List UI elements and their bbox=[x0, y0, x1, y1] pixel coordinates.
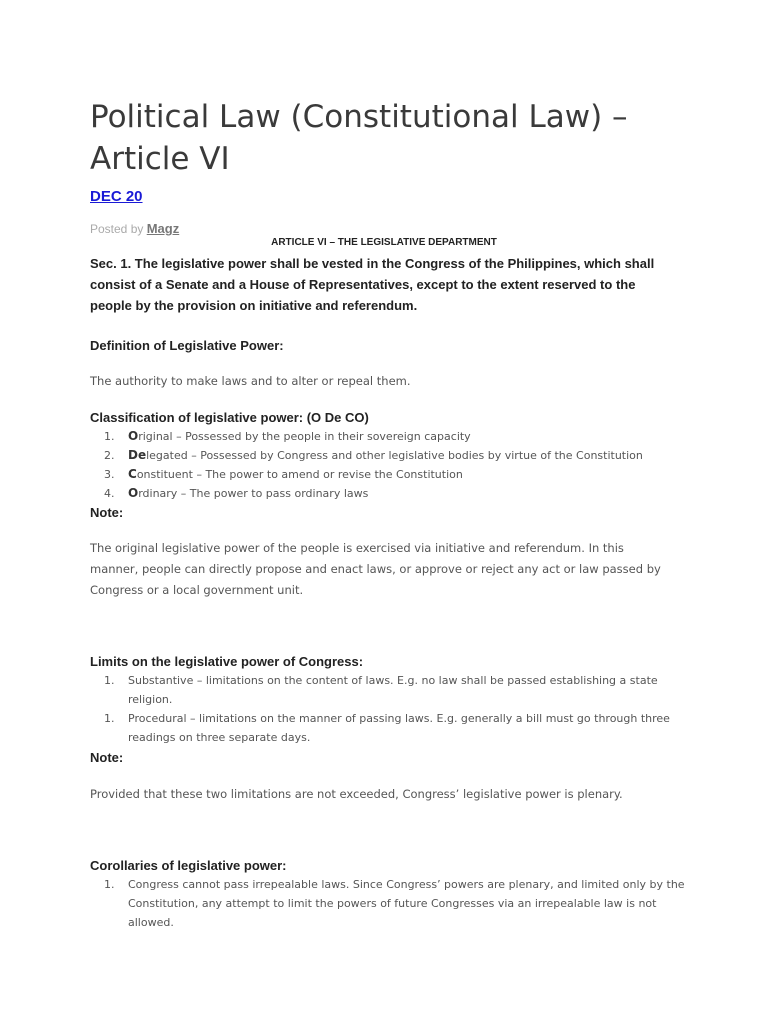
definition-text: The authority to make laws and to alter or repeal them. bbox=[90, 374, 411, 388]
list-number: 4. bbox=[104, 487, 115, 500]
list-text: Procedural – limitations on the manner of passing laws. E.g. generally a bill must go through three readings on three separate days. bbox=[128, 712, 670, 744]
list-text: riginal – Possessed by the people in their sovereign capacity bbox=[138, 430, 471, 443]
list-item bbox=[90, 446, 690, 465]
posted-by-label: Posted by bbox=[90, 222, 144, 236]
list-text: onstituent – The power to amend or revise the Constitution bbox=[136, 468, 463, 481]
list-text: Congress cannot pass irrepealable laws. Since Congress’ powers are plenary, and limited only by the Constitution, any attempt to limit the powers of future Congresses via an irrepealable law is not allowed. bbox=[128, 878, 685, 929]
list-text: legated – Possessed by Congress and other legislative bodies by virtue of the Constitution bbox=[146, 449, 643, 462]
classification-list bbox=[90, 427, 690, 503]
classification-heading: Classification of legislative power: (O De CO) bbox=[90, 410, 369, 425]
list-item bbox=[90, 484, 690, 503]
post-date-link[interactable]: DEC 20 bbox=[90, 188, 143, 205]
limits-heading: Limits on the legislative power of Congress: bbox=[90, 654, 364, 669]
classification-note-label: Note: bbox=[90, 505, 124, 520]
list-number: 1. bbox=[104, 674, 115, 687]
list-text: rdinary – The power to pass ordinary laws bbox=[138, 487, 369, 500]
author-link[interactable]: Magz bbox=[146, 221, 180, 236]
section-1-text: Sec. 1. The legislative power shall be vested in the Congress of the Philippines, which shall consist of a Senate and a House of Representatives, except to the extent reserved to the people by the provision on initiative and referendum. bbox=[90, 256, 655, 313]
list-initial: De bbox=[128, 448, 147, 462]
list-initial: O bbox=[128, 486, 139, 500]
post-title: Political Law (Constitutional Law) – Article VI bbox=[90, 99, 628, 177]
limits-list bbox=[90, 671, 690, 747]
list-number: 1. bbox=[104, 712, 115, 725]
list-item bbox=[90, 709, 690, 747]
article-heading: ARTICLE VI – THE LEGISLATIVE DEPARTMENT bbox=[271, 237, 497, 248]
list-number: 1. bbox=[104, 878, 115, 891]
list-initial: O bbox=[128, 429, 139, 443]
limits-note-label: Note: bbox=[90, 750, 124, 765]
definition-heading: Definition of Legislative Power: bbox=[90, 338, 284, 353]
post-byline bbox=[90, 221, 179, 236]
list-initial: C bbox=[128, 467, 137, 481]
limits-note-text: Provided that these two limitations are not exceeded, Congress’ legislative power is plenary. bbox=[90, 787, 623, 801]
corollaries-list bbox=[90, 875, 690, 932]
list-text: Substantive – limitations on the content of laws. E.g. no law shall be passed establishing a state religion. bbox=[128, 674, 658, 706]
list-number: 2. bbox=[104, 449, 115, 462]
list-number: 1. bbox=[104, 430, 115, 443]
classification-note-text: The original legislative power of the people is exercised via initiative and referendum. In this manner, people can directly propose and enact laws, or approve or reject any act or law passed by Congress or a local government unit. bbox=[90, 541, 661, 597]
list-item bbox=[90, 671, 690, 709]
list-item bbox=[90, 427, 690, 446]
list-number: 3. bbox=[104, 468, 115, 481]
corollaries-heading: Corollaries of legislative power: bbox=[90, 858, 287, 873]
list-item bbox=[90, 875, 690, 932]
list-item bbox=[90, 465, 690, 484]
